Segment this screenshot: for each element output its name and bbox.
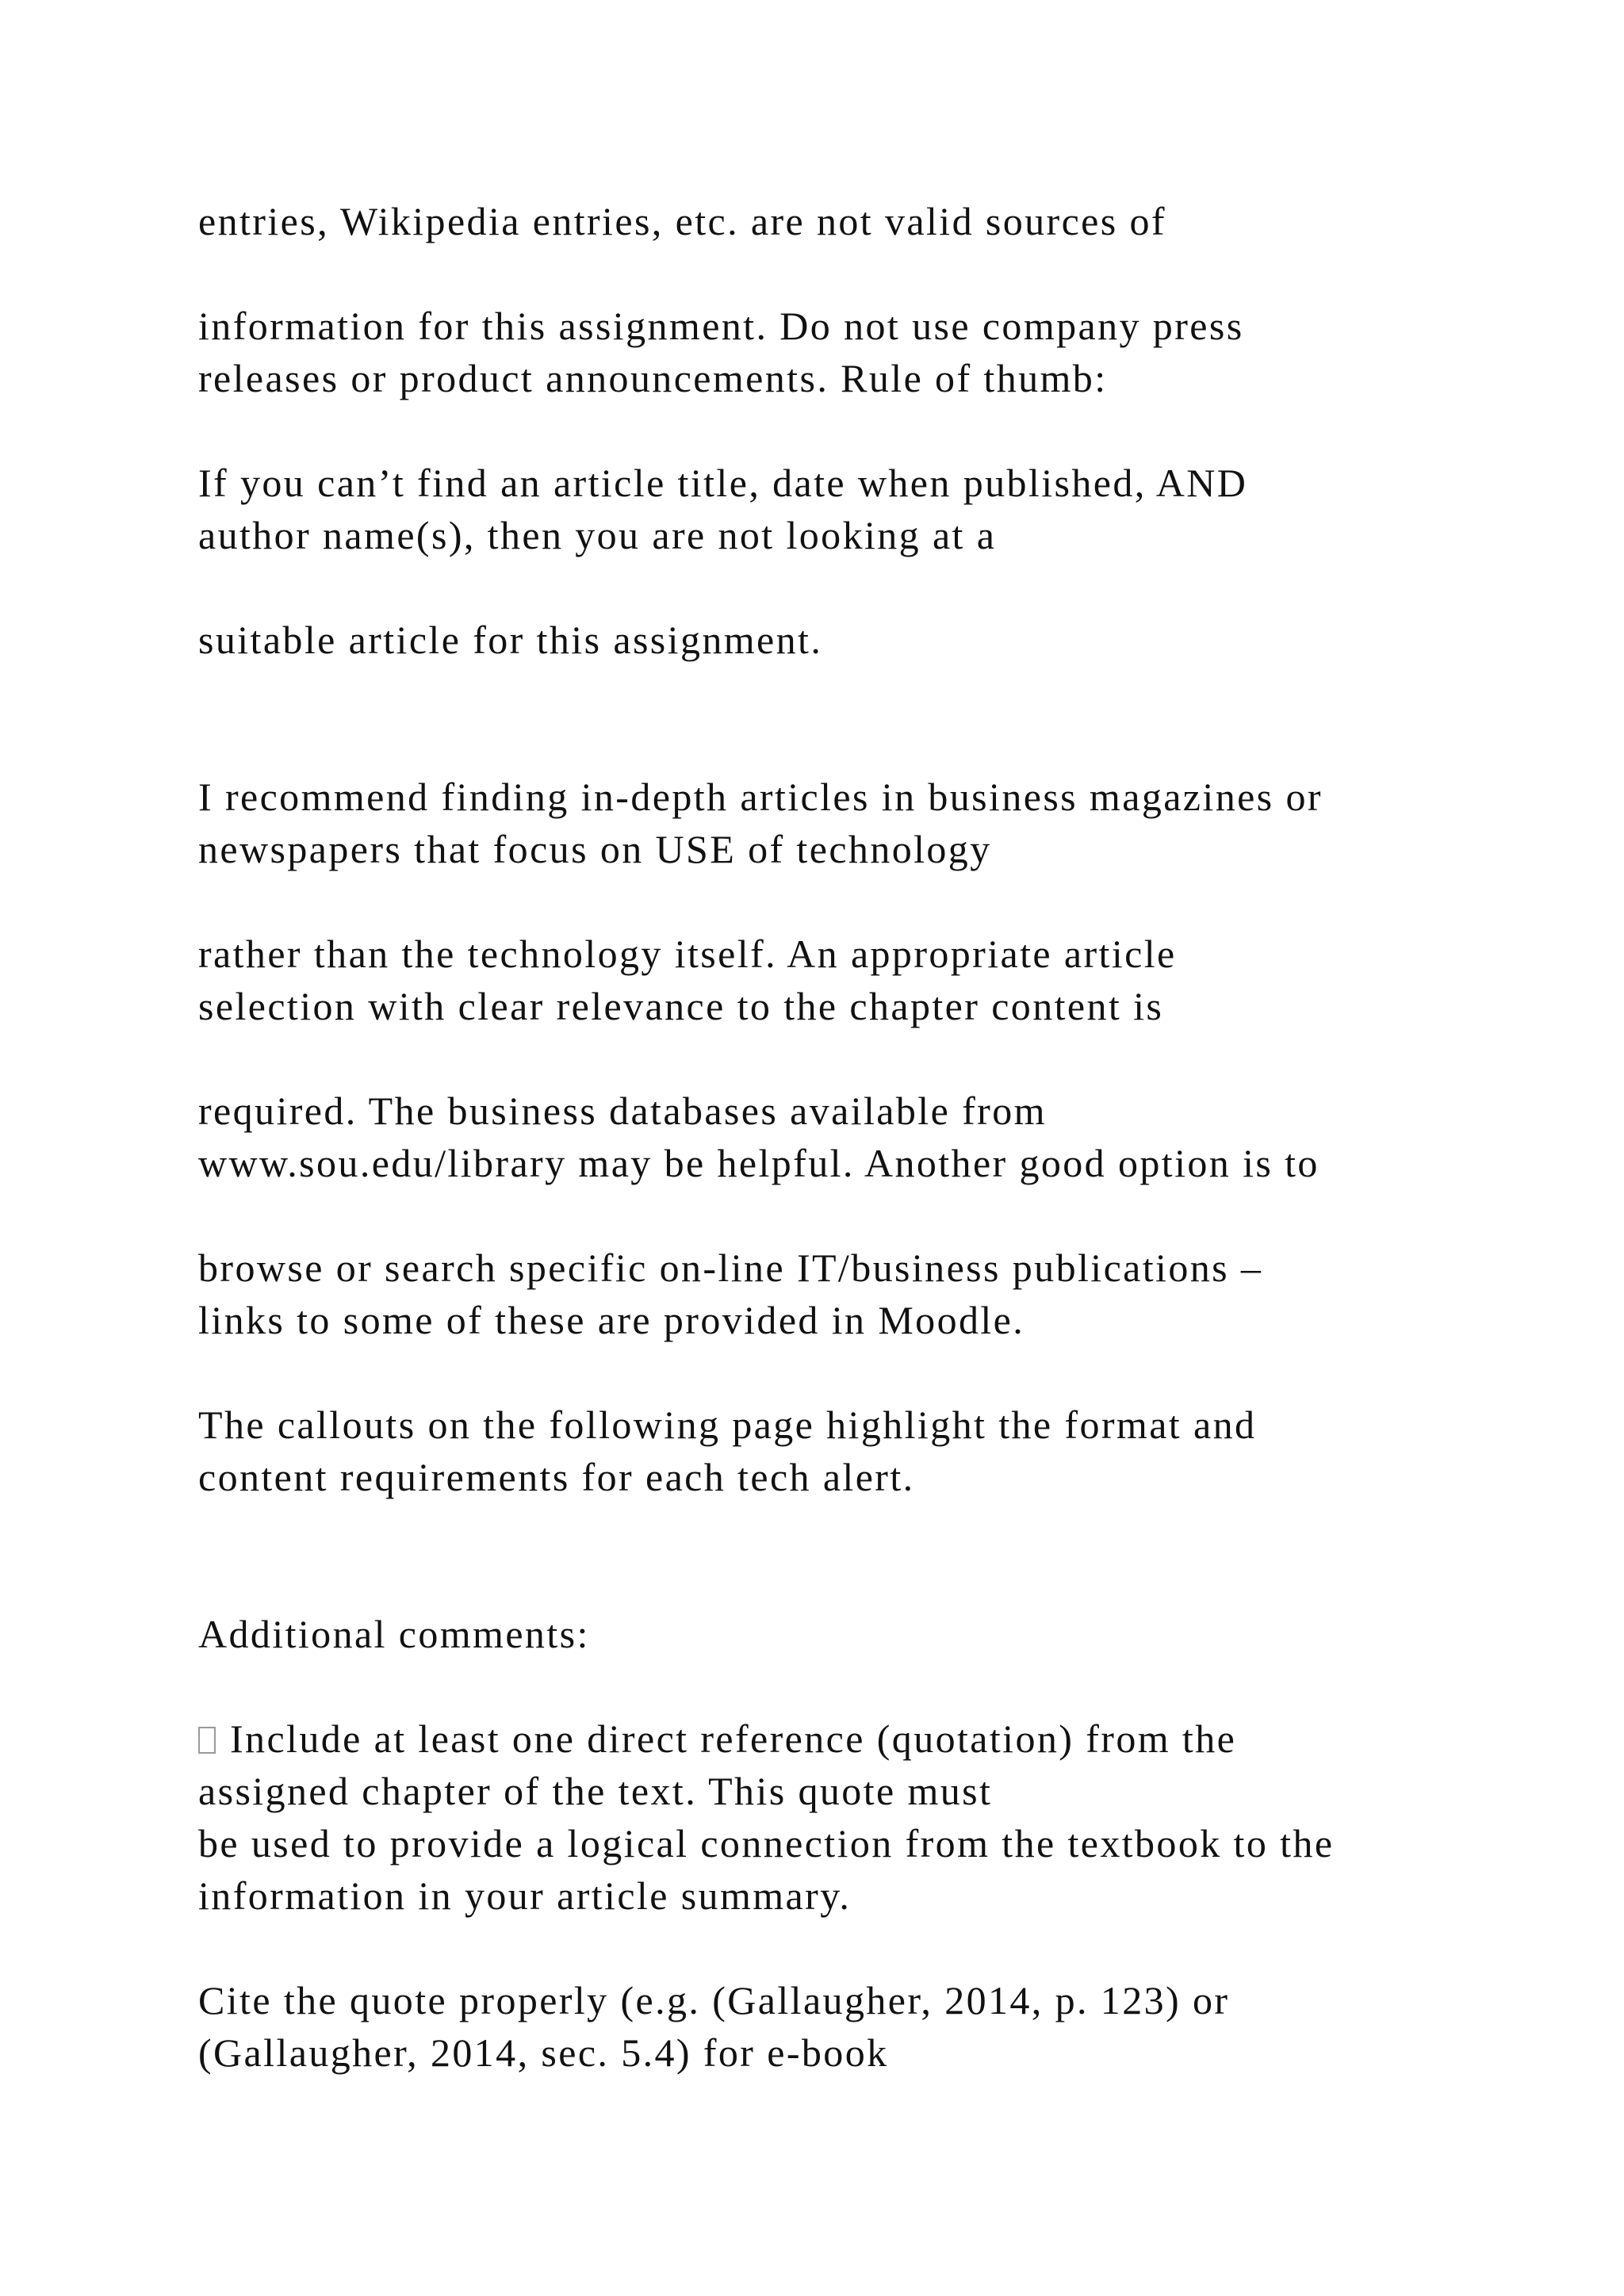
missing-glyph-icon [198,1727,216,1754]
text-line: If you can’t find an article title, date when published, AND [198,461,1248,505]
bullet-line [198,1716,1237,1761]
text-line: assigned chapter of the text. This quote must [198,1769,993,1813]
text-line: information in your article summary. [198,1873,852,1918]
text-line: browse or search specific on-line IT/business publications – [198,1246,1263,1290]
text-line: suitable article for this assignment. [198,618,823,662]
text-line: Cite the quote properly (e.g. (Gallaugher, 2014, p. 123) or [198,1978,1230,2022]
text-line: author name(s), then you are not looking at a [198,513,997,557]
text-line: links to some of these are provided in Moodle. [198,1298,1025,1342]
text-line: (Gallaugher, 2014, sec. 5.4) for e-book [198,2030,889,2075]
text-line: content requirements for each tech alert. [198,1455,915,1499]
text-line: required. The business databases available from [198,1089,1047,1133]
text-line: entries, Wikipedia entries, etc. are not valid sources of [198,199,1166,243]
text-line: information for this assignment. Do not use company press [198,304,1244,348]
text-line: www.sou.edu/library may be helpful. Another good option is to [198,1141,1320,1185]
section-heading: Additional comments: [198,1612,590,1656]
bullet-text: Include at least one direct reference (quotation) from the [230,1716,1237,1761]
text-line: I recommend finding in-depth articles in business magazines or [198,775,1323,819]
text-line: rather than the technology itself. An appropriate article [198,932,1177,976]
text-line: releases or product announcements. Rule of thumb: [198,356,1108,400]
text-line: newspapers that focus on USE of technology [198,827,992,871]
text-line: The callouts on the following page highlight the format and [198,1402,1257,1447]
text-line: selection with clear relevance to the chapter content is [198,984,1164,1028]
text-line: be used to provide a logical connection from the textbook to the [198,1821,1335,1866]
